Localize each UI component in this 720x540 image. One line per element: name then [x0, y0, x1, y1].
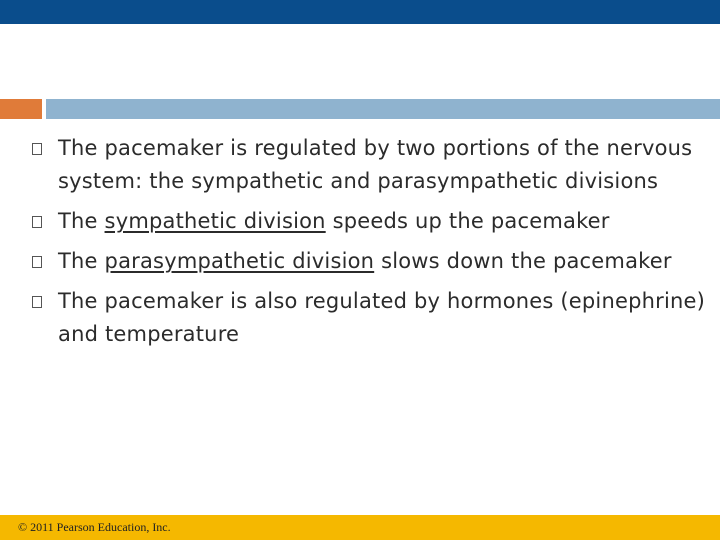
bullet-item	[0, 245, 720, 278]
bullet-square-icon	[32, 143, 42, 155]
bullet-item	[0, 285, 720, 351]
bullet-text: The pacemaker is also regulated by hormones (epinephrine) and temperature	[58, 289, 706, 346]
bullet-prefix: The	[58, 249, 105, 273]
bullet-square-icon	[32, 216, 42, 228]
bullet-list	[0, 132, 720, 358]
bullet-prefix: The	[58, 209, 105, 233]
title-accent-orange	[0, 99, 42, 119]
bullet-item	[0, 205, 720, 238]
bullet-square-icon	[32, 256, 42, 268]
bullet-square-icon	[32, 296, 42, 308]
term-sympathetic-division: sympathetic division	[104, 209, 326, 233]
title-accent-bar	[46, 99, 720, 119]
bullet-item	[0, 132, 720, 198]
bullet-text: The pacemaker is regulated by two portions of the nervous system: the sympathetic and parasympathetic divisions	[58, 136, 693, 193]
bullet-suffix: speeds up the pacemaker	[325, 209, 610, 233]
bullet-suffix: slows down the pacemaker	[374, 249, 672, 273]
term-parasympathetic-division: parasympathetic division	[104, 249, 375, 273]
copyright-text: © 2011 Pearson Education, Inc.	[18, 520, 171, 534]
top-banner	[0, 0, 720, 24]
